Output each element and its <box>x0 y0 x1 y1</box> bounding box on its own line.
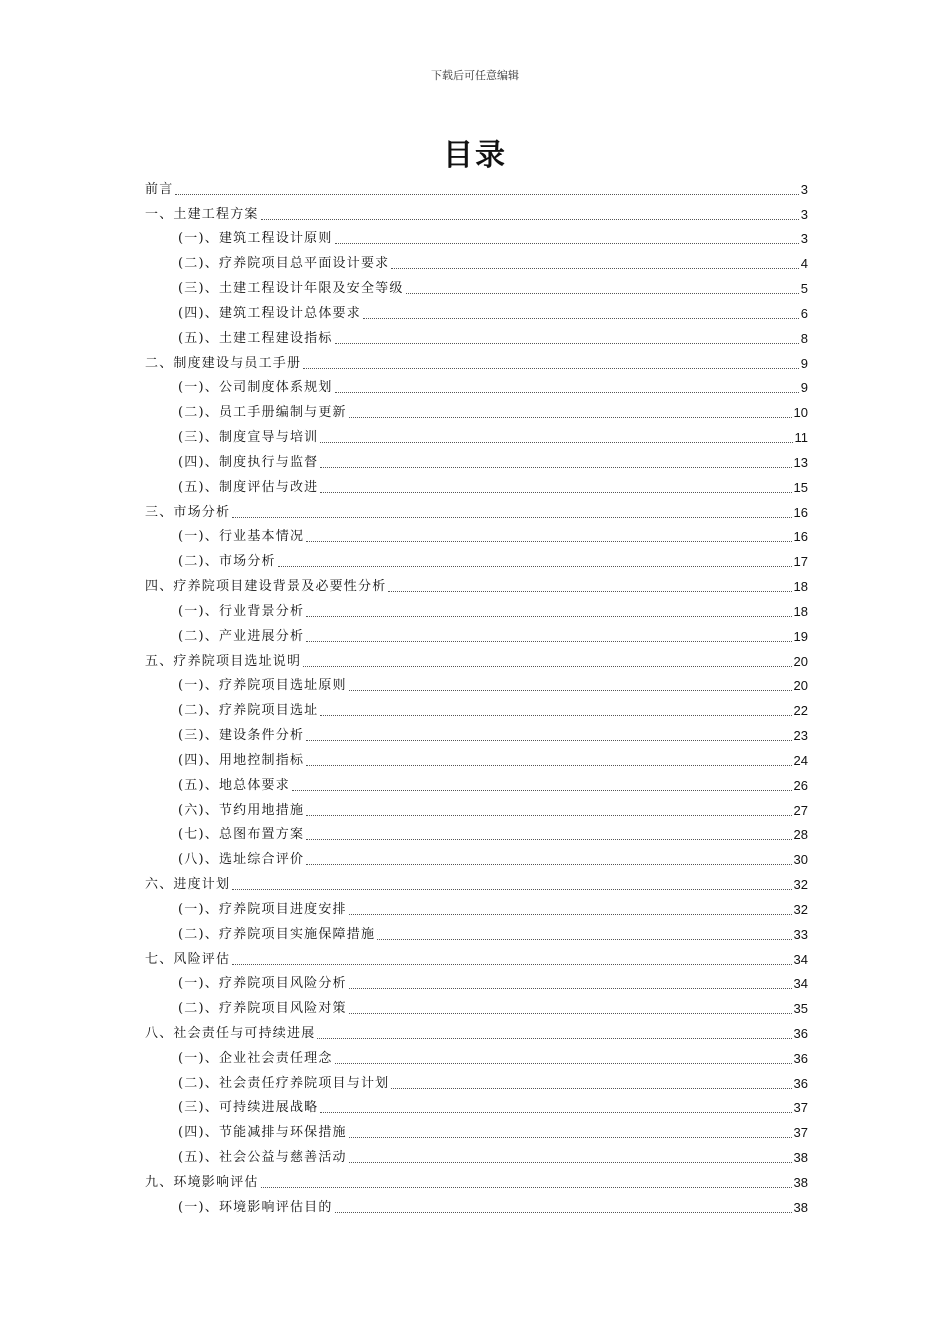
toc-entry-page: 18 <box>793 603 808 619</box>
toc-entry[interactable] <box>145 770 808 795</box>
toc-entry[interactable] <box>145 745 808 770</box>
toc-entry-label: (七)、总图布置方案 <box>178 827 305 843</box>
toc-leader-dots <box>175 194 798 195</box>
toc-entry-page: 20 <box>793 678 808 694</box>
toc-leader-dots <box>320 442 792 443</box>
toc-leader-dots <box>363 318 799 319</box>
toc-leader-dots <box>261 1187 792 1188</box>
toc-entry[interactable] <box>145 199 808 224</box>
toc-entry-label: (一)、企业社会责任理念 <box>178 1050 333 1066</box>
toc-entry-label: 八、社会责任与可持续进展 <box>145 1025 316 1041</box>
toc-entry-page: 17 <box>793 554 808 570</box>
toc-entry[interactable] <box>145 422 808 447</box>
toc-leader-dots <box>232 517 791 518</box>
toc-leader-dots <box>306 740 791 741</box>
toc-entry[interactable] <box>145 1117 808 1142</box>
toc-leader-dots <box>349 1013 792 1014</box>
toc-entry-page: 37 <box>793 1125 808 1141</box>
toc-entry-label: 三、市场分析 <box>145 504 231 520</box>
toc-leader-dots <box>377 939 791 940</box>
toc-entry-page: 38 <box>793 1199 808 1215</box>
toc-entry-label: (三)、制度宣导与培训 <box>178 430 319 446</box>
toc-entry-label: (三)、建设条件分析 <box>178 728 305 744</box>
toc-entry[interactable] <box>145 919 808 944</box>
toc-entry-label: (二)、员工手册编制与更新 <box>178 405 347 421</box>
toc-entry[interactable] <box>145 646 808 671</box>
toc-entry[interactable] <box>145 522 808 547</box>
toc-entry-label: 前言 <box>145 181 174 197</box>
toc-entry-label: (三)、可持续进展战略 <box>178 1100 319 1116</box>
toc-entry[interactable] <box>145 820 808 845</box>
toc-leader-dots <box>320 715 791 716</box>
toc-leader-dots <box>232 964 791 965</box>
toc-leader-dots <box>349 417 792 418</box>
toc-entry-page: 22 <box>793 703 808 719</box>
toc-entry-label: 四、疗养院项目建设背景及必要性分析 <box>145 579 387 595</box>
toc-entry-page: 8 <box>800 330 808 346</box>
toc-entry[interactable] <box>145 348 808 373</box>
toc-entry-page: 9 <box>800 355 808 371</box>
toc-entry-label: (二)、市场分析 <box>178 554 276 570</box>
toc-entry[interactable] <box>145 298 808 323</box>
toc-entry[interactable] <box>145 546 808 571</box>
toc-entry-label: (二)、疗养院项目实施保障措施 <box>178 926 376 942</box>
toc-leader-dots <box>278 566 792 567</box>
toc-entry-page: 11 <box>794 430 808 446</box>
toc-entry[interactable] <box>145 894 808 919</box>
toc-leader-dots <box>261 219 799 220</box>
toc-entry-label: (一)、公司制度体系规划 <box>178 380 333 396</box>
toc-leader-dots <box>349 988 792 989</box>
toc-entry[interactable] <box>145 273 808 298</box>
toc-entry-label: (五)、社会公益与慈善活动 <box>178 1150 347 1166</box>
toc-entry-label: (六)、节约用地措施 <box>178 802 305 818</box>
toc-leader-dots <box>306 641 791 642</box>
toc-entry-page: 36 <box>793 1050 808 1066</box>
toc-leader-dots <box>349 1137 792 1138</box>
toc-entry-page: 3 <box>800 181 808 197</box>
toc-entry-label: 九、环境影响评估 <box>145 1174 259 1190</box>
toc-entry-page: 16 <box>793 504 808 520</box>
toc-entry-page: 24 <box>793 752 808 768</box>
toc-entry-page: 34 <box>793 976 808 992</box>
toc-entry-page: 28 <box>793 827 808 843</box>
toc-entry-page: 33 <box>793 926 808 942</box>
toc-entry-label: (一)、行业背景分析 <box>178 603 305 619</box>
toc-entry-page: 4 <box>800 256 808 272</box>
toc-entry[interactable] <box>145 571 808 596</box>
toc-leader-dots <box>306 839 791 840</box>
toc-entry-label: (一)、疗养院项目风险分析 <box>178 976 347 992</box>
toc-entry-page: 23 <box>793 728 808 744</box>
toc-entry-label: (四)、节能减排与环保措施 <box>178 1125 347 1141</box>
toc-entry-label: (二)、疗养院项目选址 <box>178 703 319 719</box>
toc-entry-page: 13 <box>793 454 808 470</box>
toc-entry-page: 35 <box>793 1001 808 1017</box>
toc-entry-page: 18 <box>793 579 808 595</box>
toc-entry[interactable] <box>145 795 808 820</box>
toc-entry-page: 16 <box>793 529 808 545</box>
toc-leader-dots <box>349 1162 792 1163</box>
toc-entry-label: (一)、疗养院项目选址原则 <box>178 678 347 694</box>
toc-leader-dots <box>303 666 791 667</box>
toc-entry[interactable] <box>145 720 808 745</box>
toc-entry-page: 32 <box>793 877 808 893</box>
toc-entry[interactable] <box>145 447 808 472</box>
toc-entry[interactable] <box>145 323 808 348</box>
toc-entry-label: 五、疗养院项目选址说明 <box>145 653 302 669</box>
toc-leader-dots <box>349 914 792 915</box>
toc-entry-label: (一)、行业基本情况 <box>178 529 305 545</box>
toc-entry[interactable] <box>145 844 808 869</box>
toc-entry-page: 3 <box>800 206 808 222</box>
toc-entry[interactable] <box>145 397 808 422</box>
toc-entry-label: (二)、疗养院项目总平面设计要求 <box>178 256 390 272</box>
toc-entry-label: 二、制度建设与员工手册 <box>145 355 302 371</box>
toc-leader-dots <box>391 268 798 269</box>
toc-entry-label: (二)、产业进展分析 <box>178 628 305 644</box>
toc-entry-label: (二)、社会责任疗养院项目与计划 <box>178 1075 390 1091</box>
toc-entry-label: 一、土建工程方案 <box>145 206 259 222</box>
toc-title: 目录 <box>443 138 507 173</box>
toc-entry-label: (八)、选址综合评价 <box>178 852 305 868</box>
toc-leader-dots <box>335 1063 792 1064</box>
toc-leader-dots <box>306 815 791 816</box>
toc-entry-page: 38 <box>793 1150 808 1166</box>
toc-entry-page: 38 <box>793 1174 808 1190</box>
toc-leader-dots <box>232 889 791 890</box>
toc-entry[interactable] <box>145 174 808 199</box>
toc-entry[interactable] <box>145 944 808 969</box>
toc-entry[interactable] <box>145 671 808 696</box>
toc-entry-label: 六、进度计划 <box>145 877 231 893</box>
toc-leader-dots <box>335 343 799 344</box>
toc-entry[interactable] <box>145 1167 808 1192</box>
toc-entry-page: 5 <box>800 281 808 297</box>
toc-entry-label: (四)、用地控制指标 <box>178 752 305 768</box>
toc-entry-page: 20 <box>793 653 808 669</box>
toc-entry-page: 3 <box>800 231 808 247</box>
toc-entry-label: (一)、环境影响评估目的 <box>178 1199 333 1215</box>
toc-entry[interactable] <box>145 993 808 1018</box>
toc-entry-label: (五)、土建工程建设指标 <box>178 330 333 346</box>
toc-entry-label: (一)、建筑工程设计原则 <box>178 231 333 247</box>
toc-entry-page: 37 <box>793 1100 808 1116</box>
toc-leader-dots <box>303 368 799 369</box>
toc-entry[interactable] <box>145 224 808 249</box>
toc-leader-dots <box>388 591 791 592</box>
table-of-contents <box>145 174 808 1217</box>
toc-entry-page: 15 <box>793 479 808 495</box>
toc-entry[interactable] <box>145 373 808 398</box>
toc-entry-page: 27 <box>793 802 808 818</box>
toc-entry[interactable] <box>145 969 808 994</box>
toc-entry-page: 9 <box>800 380 808 396</box>
toc-entry[interactable] <box>145 1068 808 1093</box>
toc-entry-label: (五)、地总体要求 <box>178 777 290 793</box>
toc-entry[interactable] <box>145 1192 808 1217</box>
toc-leader-dots <box>406 293 799 294</box>
toc-entry-page: 26 <box>793 777 808 793</box>
toc-leader-dots <box>320 492 791 493</box>
toc-leader-dots <box>306 765 791 766</box>
toc-entry[interactable] <box>145 695 808 720</box>
toc-entry[interactable] <box>145 497 808 522</box>
toc-entry-page: 36 <box>793 1075 808 1091</box>
toc-entry[interactable] <box>145 596 808 621</box>
toc-entry[interactable] <box>145 1043 808 1068</box>
toc-entry-page: 34 <box>793 951 808 967</box>
toc-entry[interactable] <box>145 1018 808 1043</box>
toc-leader-dots <box>335 392 799 393</box>
toc-leader-dots <box>335 243 799 244</box>
toc-entry-label: (二)、疗养院项目风险对策 <box>178 1001 347 1017</box>
toc-leader-dots <box>335 1212 792 1213</box>
toc-entry[interactable] <box>145 248 808 273</box>
toc-leader-dots <box>391 1088 791 1089</box>
toc-entry[interactable] <box>145 1142 808 1167</box>
toc-leader-dots <box>349 690 792 691</box>
toc-entry-label: 七、风险评估 <box>145 951 231 967</box>
toc-entry-page: 6 <box>800 305 808 321</box>
toc-entry-label: (三)、土建工程设计年限及安全等级 <box>178 281 404 297</box>
toc-entry-page: 36 <box>793 1025 808 1041</box>
toc-entry-page: 30 <box>793 852 808 868</box>
toc-leader-dots <box>306 541 791 542</box>
toc-leader-dots <box>292 790 792 791</box>
toc-entry[interactable] <box>145 621 808 646</box>
toc-entry-label: (四)、制度执行与监督 <box>178 454 319 470</box>
toc-leader-dots <box>320 467 791 468</box>
toc-entry-label: (五)、制度评估与改进 <box>178 479 319 495</box>
toc-leader-dots <box>306 616 791 617</box>
toc-entry-page: 10 <box>793 405 808 421</box>
toc-entry-page: 32 <box>793 901 808 917</box>
toc-leader-dots <box>317 1038 791 1039</box>
toc-leader-dots <box>320 1112 791 1113</box>
toc-leader-dots <box>306 864 791 865</box>
toc-entry[interactable] <box>145 1093 808 1118</box>
toc-entry-page: 19 <box>793 628 808 644</box>
toc-entry-label: (一)、疗养院项目进度安排 <box>178 901 347 917</box>
toc-entry-label: (四)、建筑工程设计总体要求 <box>178 305 361 321</box>
toc-entry[interactable] <box>145 472 808 497</box>
toc-entry[interactable] <box>145 869 808 894</box>
header-note: 下载后可任意编辑 <box>431 69 519 82</box>
